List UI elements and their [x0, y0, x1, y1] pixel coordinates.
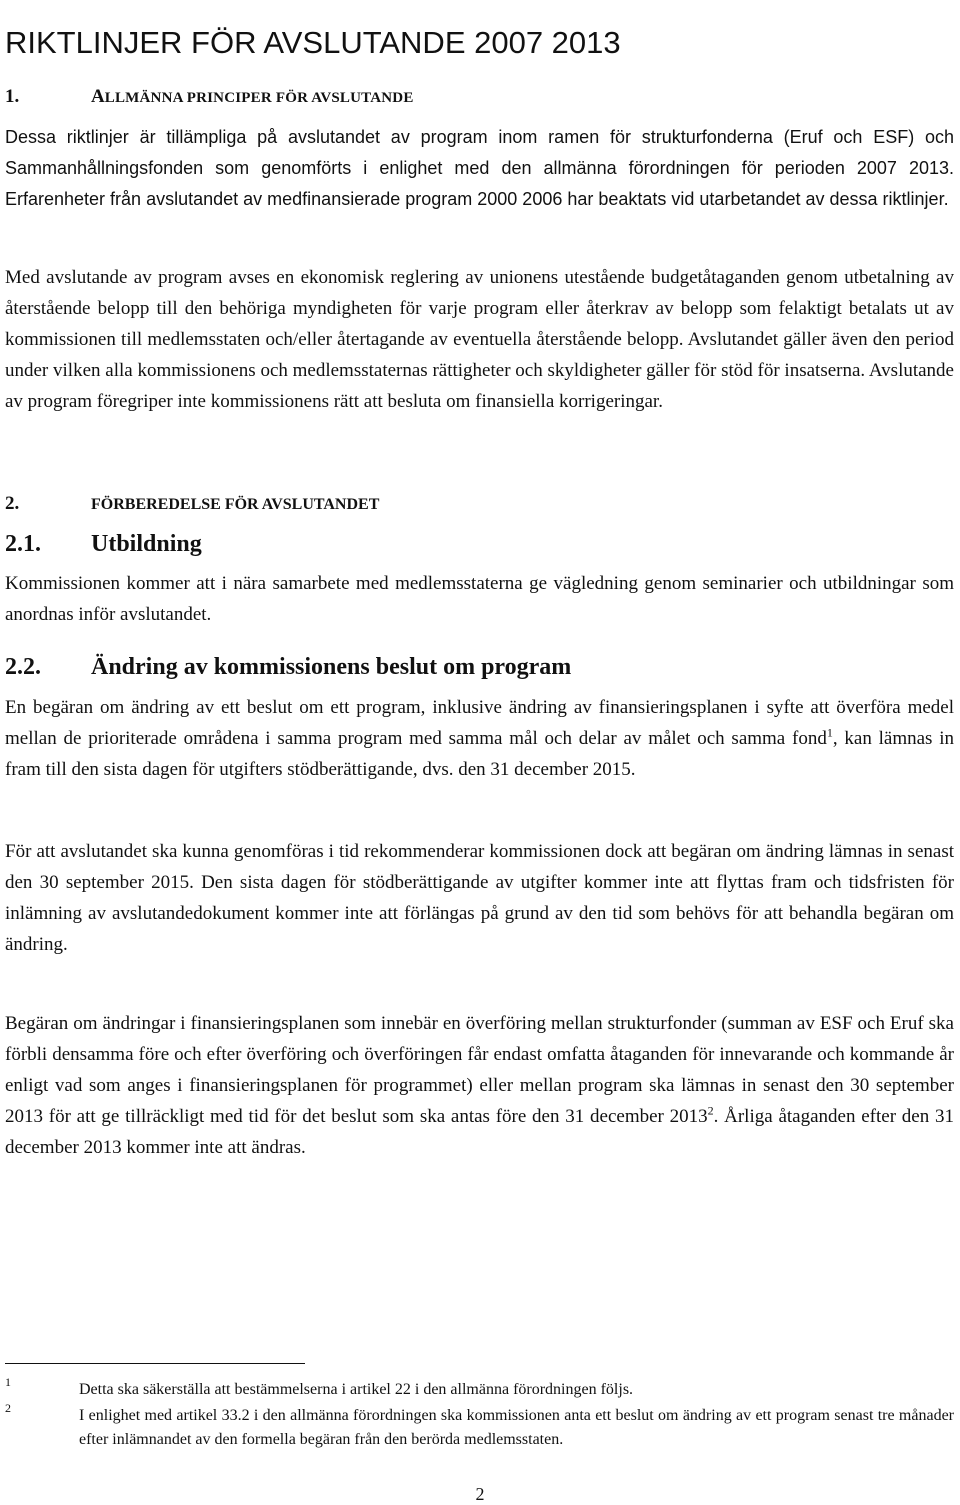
section-heading-rest: LLMÄNNA PRINCIPER FÖR AVSLUTANDE: [104, 90, 414, 106]
paragraph: [5, 692, 954, 785]
section-number: 2.1.: [5, 531, 41, 557]
section-heading-text: Utbildning: [91, 531, 202, 557]
section-2-2-body-1: [5, 692, 954, 785]
section-number: 1.: [5, 86, 20, 107]
paragraph: Kommissionen kommer att i nära samarbete med medlemsstaterna ge vägledning genom seminarier och utbildningar som anordnas inför avslutandet.: [5, 573, 954, 625]
section-2-2-body-3: [5, 1008, 954, 1163]
section-1-body: [5, 262, 954, 417]
footnote-mark: 2: [5, 1401, 11, 1415]
footnote-ref[interactable]: 1: [826, 725, 833, 740]
paragraph: [5, 1008, 954, 1163]
section-number: 2.: [5, 493, 20, 514]
footnote-mark: 1: [5, 1375, 11, 1389]
section-2-1-heading: [5, 529, 954, 559]
section-heading-text: FÖRBEREDELSE FÖR AVSLUTANDET: [91, 496, 380, 513]
footnote-divider: [5, 1363, 305, 1364]
section-1-intro: [5, 122, 954, 215]
paragraph: För att avslutandet ska kunna genomföras i tid rekommenderar kommissionen dock att begäran om ändring lämnas in senast den 30 september 2015. Den sista dagen för stödberättigande av utgifter kommer inte att flyttas fram och tidsfristen för inlämning av avslutandedokument kommer inte att förlängas på grund av den tid som behövs för att behandla begäran om ändring.: [5, 841, 954, 955]
section-number: 2.2.: [5, 654, 41, 680]
paragraph-text: Begäran om ändringar i finansieringsplanen som innebär en överföring mellan strukturfonder (summan av ESF och Eruf ska förbli densamma före och efter överföring och överföringen får endast omfatta åtaganden för innevarande och kommande år enligt vad som anges i finansieringsplanen för programmet) eller mellan program ska lämnas in senast den 30 september 2013 för att ge tillräckligt med tid för det beslut som ska antas före den 31 december 2013: [5, 1013, 954, 1127]
section-2-heading: [5, 491, 954, 518]
paragraph-text: En begäran om ändring av ett beslut om ett program, inklusive ändring av finansieringsplanen i syfte att överföra medel mellan de prioriterade områdena i samma program med samma mål och delar av målet och samma fond: [5, 697, 954, 749]
footnote-text: I enlighet med artikel 33.2 i den allmänna förordningen ska kommissionen anta ett beslut om ändring av ett program senast tre månader efter inlämnandet av den formella begäran från den berörda medlemsstaten.: [79, 1407, 954, 1448]
section-2-2-heading: [5, 652, 954, 682]
section-2-2-body-2: [5, 836, 954, 960]
paragraph-text: Erfarenheter från avslutandet av medfinansierade program 2000 2006 har beaktats vid utarbetandet av dessa riktlinjer.: [5, 189, 949, 209]
footnote-text: Detta ska säkerställa att bestämmelserna i artikel 22 i den allmänna förordningen följs.: [79, 1381, 634, 1398]
footnote: [5, 1375, 954, 1402]
section-2-1-body: [5, 568, 954, 630]
footnote: [5, 1401, 954, 1452]
paragraph: Med avslutande av program avses en ekonomisk reglering av unionens utestående budgetåtaganden genom utbetalning av återstående belopp till den behöriga myndigheten för varje program eller återkrav av belopp som felaktigt betalats ut av kommissionen till medlemsstaten och/eller återtagande av eventuella återstående belopp. Avslutandet gäller även den period under vilken alla kommissionens och medlemsstaternas rättigheter och skyldigheter gäller för stöd för insatserna. Avslutande av program föregriper inte kommissionens rätt att besluta om finansiella korrigeringar.: [5, 267, 954, 412]
section-1-heading: [5, 84, 954, 111]
document-title: RIKTLINJER FÖR AVSLUTANDE 2007 2013: [5, 24, 621, 60]
page-number: 2: [475, 1484, 485, 1504]
footnote-ref[interactable]: 2: [707, 1103, 714, 1118]
section-heading-text: Ändring av kommissionens beslut om program: [91, 654, 572, 680]
section-heading-initial: A: [91, 86, 105, 107]
paragraph-text: . Årliga åtaganden efter den 31 december 2013 kommer inte att ändras.: [5, 1106, 954, 1158]
paragraph-text: Dessa riktlinjer är tillämpliga på avslutandet av program inom ramen för strukturfonderna (Eruf och ESF) och Sammanhållningsfonden som genomförts i enlighet med den allmänna förordningen för perioden 2007 2013.: [5, 127, 954, 178]
paragraph: [5, 122, 954, 215]
paragraph-text: , kan lämnas in fram till den sista dagen för utgifters stödberättigande, dvs. den 31 december 2015.: [5, 728, 955, 780]
